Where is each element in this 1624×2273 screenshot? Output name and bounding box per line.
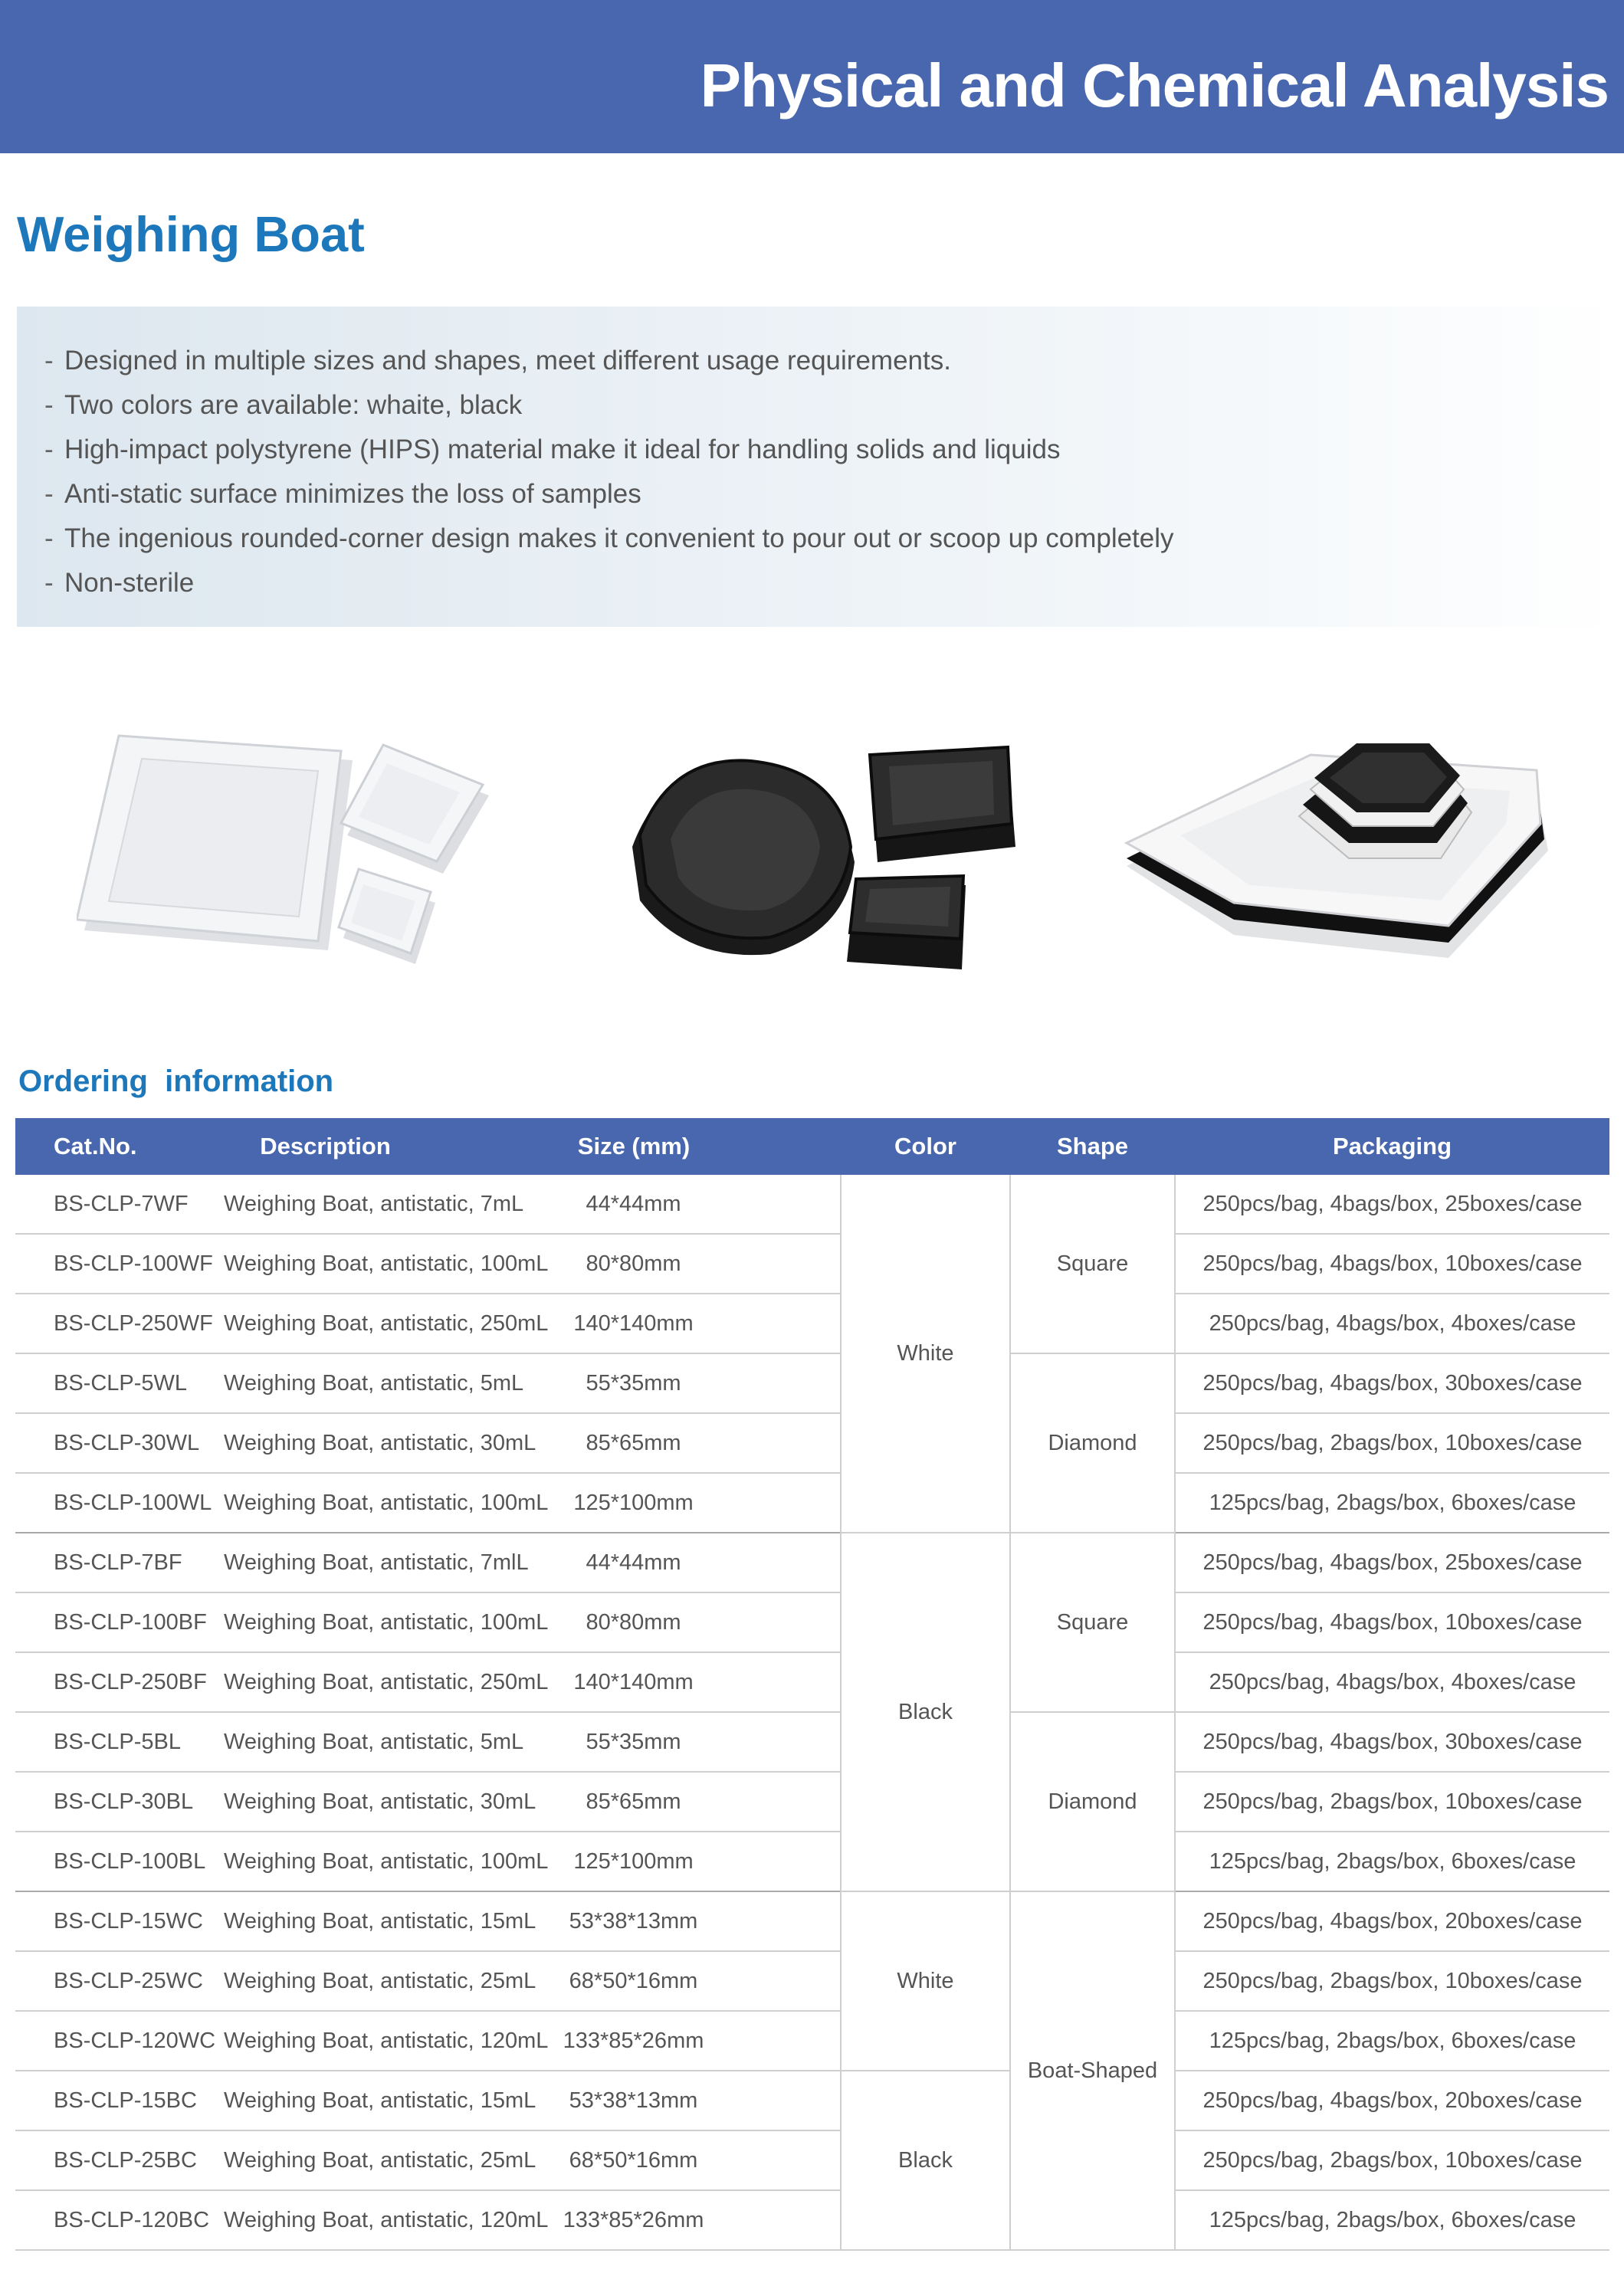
table-row (15, 1413, 1609, 1473)
page-title: Weighing Boat (17, 206, 365, 262)
table-row (15, 1832, 1609, 1891)
col-header-size: Size (mm) (427, 1118, 841, 1175)
medium-white-boat (341, 745, 489, 874)
cell-description: Weighing Boat, antistatic, 250mL (224, 1294, 427, 1353)
cell-size: 80*80mm (427, 1592, 841, 1652)
feature-item: - Anti-static surface minimizes the loss of samples (44, 472, 1174, 517)
cell-size: 44*44mm (427, 1533, 841, 1592)
cell-packaging: 250pcs/bag, 2bags/box, 10boxes/case (1175, 1951, 1609, 2011)
cell-description: Weighing Boat, antistatic, 5mL (224, 1712, 427, 1772)
cell-size: 125*100mm (427, 1832, 841, 1891)
table-row (15, 1473, 1609, 1533)
cell-color-group: Black (841, 2071, 1010, 2250)
cell-shape-group: Square (1010, 1175, 1175, 1353)
cell-size: 140*140mm (427, 1294, 841, 1353)
table-row (15, 2071, 1609, 2130)
cell-description: Weighing Boat, antistatic, 15mL (224, 1891, 427, 1951)
cell-cat-no: BS-CLP-120BC (15, 2190, 224, 2250)
table-header-row (15, 1118, 1609, 1175)
ordering-heading: Ordering information (18, 1064, 334, 1098)
cell-size: 80*80mm (427, 1234, 841, 1294)
cell-packaging: 125pcs/bag, 2bags/box, 6boxes/case (1175, 1832, 1609, 1891)
cell-shape-group: Diamond (1010, 1353, 1175, 1533)
cell-packaging: 250pcs/bag, 4bags/box, 10boxes/case (1175, 1234, 1609, 1294)
cell-size: 85*65mm (427, 1413, 841, 1473)
cell-description: Weighing Boat, antistatic, 30mL (224, 1413, 427, 1473)
col-header-shape: Shape (1010, 1118, 1175, 1175)
header-title: Physical and Chemical Analysis (700, 51, 1609, 120)
table-row (15, 1533, 1609, 1592)
feature-bullet: - (44, 568, 54, 598)
cell-size: 55*35mm (427, 1712, 841, 1772)
cell-cat-no: BS-CLP-5WL (15, 1353, 224, 1413)
cell-description: Weighing Boat, antistatic, 25mL (224, 1951, 427, 2011)
cell-size: 140*140mm (427, 1652, 841, 1712)
cell-size: 53*38*13mm (427, 2071, 841, 2130)
cell-cat-no: BS-CLP-25WC (15, 1951, 224, 2011)
feature-bullet: - (44, 479, 54, 509)
boat-shaped-weighing-boats-image (1119, 728, 1563, 973)
cell-cat-no: BS-CLP-5BL (15, 1712, 224, 1772)
feature-item: - Designed in multiple sizes and shapes, meet different usage requirements. (44, 339, 1174, 383)
cell-cat-no: BS-CLP-100BL (15, 1832, 224, 1891)
cell-size: 125*100mm (427, 1473, 841, 1533)
cell-cat-no: BS-CLP-250BF (15, 1652, 224, 1712)
cell-packaging: 125pcs/bag, 2bags/box, 6boxes/case (1175, 2190, 1609, 2250)
cell-packaging: 250pcs/bag, 4bags/box, 10boxes/case (1175, 1592, 1609, 1652)
large-black-boat (632, 760, 855, 955)
features-panel (17, 307, 1624, 627)
cell-shape-group: Square (1010, 1533, 1175, 1712)
col-header-cat-no: Cat.No. (15, 1118, 224, 1175)
cell-packaging: 250pcs/bag, 4bags/box, 4boxes/case (1175, 1652, 1609, 1712)
ordering-table (15, 1118, 1609, 2251)
table-row (15, 1592, 1609, 1652)
cell-cat-no: BS-CLP-30BL (15, 1772, 224, 1832)
cell-packaging: 250pcs/bag, 4bags/box, 4boxes/case (1175, 1294, 1609, 1353)
cell-description: Weighing Boat, antistatic, 100mL (224, 1234, 427, 1294)
cell-cat-no: BS-CLP-100WF (15, 1234, 224, 1294)
cell-color-group: White (841, 1891, 1010, 2071)
col-header-description: Description (224, 1118, 427, 1175)
cell-cat-no: BS-CLP-100WL (15, 1473, 224, 1533)
feature-item: - High-impact polystyrene (HIPS) material make it ideal for handling solids and liquids (44, 428, 1174, 472)
cell-size: 85*65mm (427, 1772, 841, 1832)
cell-cat-no: BS-CLP-30WL (15, 1413, 224, 1473)
small-black-boat (847, 876, 966, 969)
table-row (15, 1353, 1609, 1413)
col-header-packaging: Packaging (1175, 1118, 1609, 1175)
cell-description: Weighing Boat, antistatic, 250mL (224, 1652, 427, 1712)
feature-item: - The ingenious rounded-corner design makes it convenient to pour out or scoop up completely (44, 517, 1174, 561)
cell-cat-no: BS-CLP-15WC (15, 1891, 224, 1951)
table-row (15, 2130, 1609, 2190)
cell-cat-no: BS-CLP-250WF (15, 1294, 224, 1353)
small-white-boat (339, 869, 435, 964)
black-diamond-boats-image (617, 732, 1046, 977)
cell-size: 44*44mm (427, 1175, 841, 1234)
cell-packaging: 250pcs/bag, 4bags/box, 20boxes/case (1175, 1891, 1609, 1951)
cell-packaging: 125pcs/bag, 2bags/box, 6boxes/case (1175, 1473, 1609, 1533)
cell-packaging: 250pcs/bag, 4bags/box, 25boxes/case (1175, 1175, 1609, 1234)
feature-bullet: - (44, 435, 54, 464)
cell-size: 133*85*26mm (427, 2011, 841, 2071)
table-row (15, 1712, 1609, 1772)
table-row (15, 1294, 1609, 1353)
cell-size: 55*35mm (427, 1353, 841, 1413)
table-row (15, 2011, 1609, 2071)
cell-description: Weighing Boat, antistatic, 100mL (224, 1473, 427, 1533)
col-header-color: Color (841, 1118, 1010, 1175)
table-row (15, 1951, 1609, 2011)
cell-packaging: 250pcs/bag, 2bags/box, 10boxes/case (1175, 2130, 1609, 2190)
table-row (15, 1234, 1609, 1294)
cell-description: Weighing Boat, antistatic, 120mL (224, 2190, 427, 2250)
cell-description: Weighing Boat, antistatic, 100mL (224, 1592, 427, 1652)
cell-cat-no: BS-CLP-25BC (15, 2130, 224, 2190)
cell-description: Weighing Boat, antistatic, 120mL (224, 2011, 427, 2071)
cell-cat-no: BS-CLP-100BF (15, 1592, 224, 1652)
cell-description: Weighing Boat, antistatic, 25mL (224, 2130, 427, 2190)
feature-bullet: - (44, 523, 54, 553)
cell-packaging: 250pcs/bag, 4bags/box, 30boxes/case (1175, 1712, 1609, 1772)
cell-size: 68*50*16mm (427, 2130, 841, 2190)
cell-description: Weighing Boat, antistatic, 5mL (224, 1353, 427, 1413)
cell-shape-group: Diamond (1010, 1712, 1175, 1891)
cell-color-group: Black (841, 1533, 1010, 1891)
cell-packaging: 250pcs/bag, 2bags/box, 10boxes/case (1175, 1413, 1609, 1473)
features-list (44, 339, 1174, 605)
feature-item: - Non-sterile (44, 561, 1174, 605)
cell-size: 133*85*26mm (427, 2190, 841, 2250)
table-row (15, 1891, 1609, 1951)
cell-description: Weighing Boat, antistatic, 7mL (224, 1175, 427, 1234)
cell-cat-no: BS-CLP-7WF (15, 1175, 224, 1234)
cell-packaging: 250pcs/bag, 2bags/box, 10boxes/case (1175, 1772, 1609, 1832)
cell-shape-group: Boat-Shaped (1010, 1891, 1175, 2250)
table-row (15, 1652, 1609, 1712)
cell-color-group: White (841, 1175, 1010, 1533)
cell-description: Weighing Boat, antistatic, 7mlL (224, 1533, 427, 1592)
cell-description: Weighing Boat, antistatic, 15mL (224, 2071, 427, 2130)
feature-bullet: - (44, 390, 54, 420)
table-row (15, 1175, 1609, 1234)
table-row (15, 2190, 1609, 2250)
cell-description: Weighing Boat, antistatic, 30mL (224, 1772, 427, 1832)
cell-packaging: 250pcs/bag, 4bags/box, 25boxes/case (1175, 1533, 1609, 1592)
table-row (15, 1772, 1609, 1832)
cell-size: 53*38*13mm (427, 1891, 841, 1951)
cell-size: 68*50*16mm (427, 1951, 841, 2011)
header-banner (0, 0, 1624, 153)
cell-cat-no: BS-CLP-15BC (15, 2071, 224, 2130)
large-white-boat (77, 736, 353, 950)
feature-item: - Two colors are available: whaite, black (44, 383, 1174, 428)
white-square-boats-image (77, 728, 544, 981)
feature-bullet: - (44, 346, 54, 376)
cell-cat-no: BS-CLP-7BF (15, 1533, 224, 1592)
cell-packaging: 125pcs/bag, 2bags/box, 6boxes/case (1175, 2011, 1609, 2071)
cell-cat-no: BS-CLP-120WC (15, 2011, 224, 2071)
medium-black-boat (870, 747, 1015, 862)
cell-packaging: 250pcs/bag, 4bags/box, 20boxes/case (1175, 2071, 1609, 2130)
cell-description: Weighing Boat, antistatic, 100mL (224, 1832, 427, 1891)
cell-packaging: 250pcs/bag, 4bags/box, 30boxes/case (1175, 1353, 1609, 1413)
